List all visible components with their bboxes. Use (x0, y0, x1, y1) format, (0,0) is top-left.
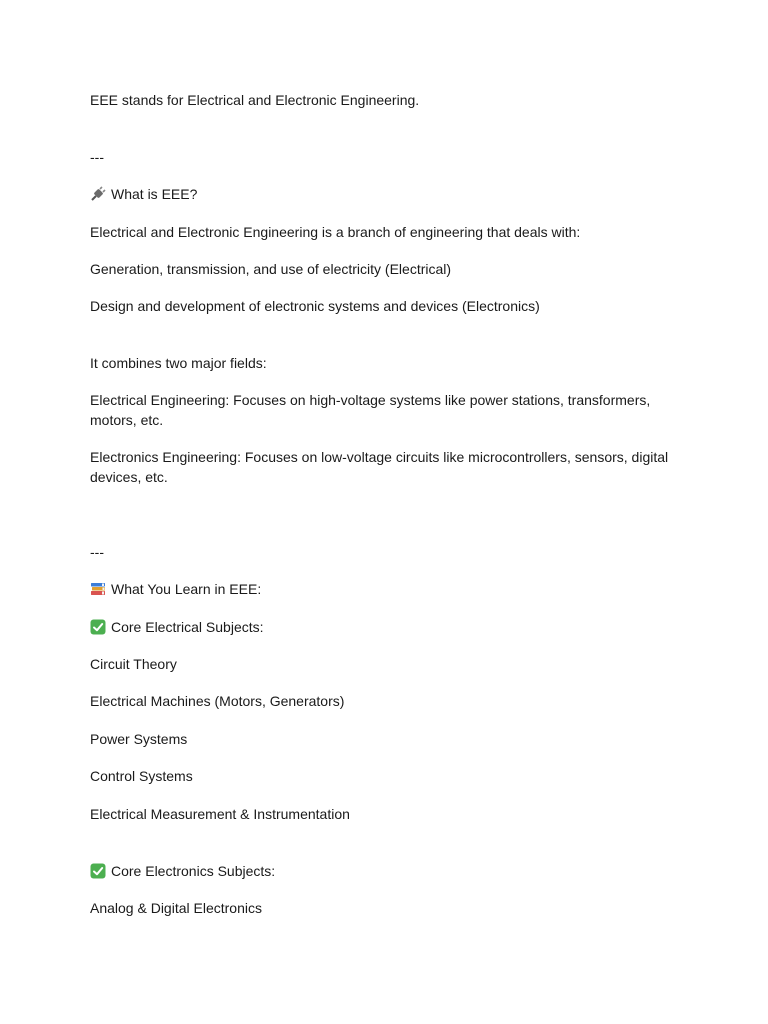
definition-text: Electrical and Electronic Engineering is a branch of engineering that deals with: (90, 224, 581, 240)
field-electrical-text: Electrical Engineering: Focuses on high-voltage systems like power stations, transformers, motors, etc. (90, 392, 651, 428)
core-electrical-item: Electrical Measurement & Instrumentation (90, 806, 350, 822)
separator: --- (90, 544, 104, 560)
core-electrical-heading (90, 618, 680, 638)
core-electronics-heading (90, 862, 680, 882)
section-heading-what-you-learn (90, 580, 680, 600)
core-electrical-item: Circuit Theory (90, 656, 177, 672)
section-heading-what-is-eee (90, 185, 680, 205)
combines-text: It combines two major fields: (90, 355, 267, 371)
field-electronics-text: Electronics Engineering: Focuses on low-voltage circuits like microcontrollers, sensors, digital devices, etc. (90, 449, 669, 485)
heading-text: Core Electronics Subjects: (111, 863, 276, 879)
core-electrical-item: Power Systems (90, 731, 188, 747)
core-electronics-item: Analog & Digital Electronics (90, 900, 262, 916)
core-electrical-item: Control Systems (90, 768, 193, 784)
green-check-icon (90, 863, 106, 879)
books-icon (90, 581, 106, 597)
separator: --- (90, 149, 104, 165)
electric-plug-icon (90, 186, 106, 202)
intro-text: EEE stands for Electrical and Electronic Engineering. (90, 92, 420, 108)
heading-text: Core Electrical Subjects: (111, 619, 264, 635)
heading-text: What You Learn in EEE: (111, 581, 262, 597)
deals-item-electronics: Design and development of electronic systems and devices (Electronics) (90, 298, 540, 314)
core-electrical-item: Electrical Machines (Motors, Generators) (90, 693, 345, 709)
heading-text: What is EEE? (111, 186, 198, 202)
deals-item-electrical: Generation, transmission, and use of electricity (Electrical) (90, 261, 452, 277)
green-check-icon (90, 619, 106, 635)
